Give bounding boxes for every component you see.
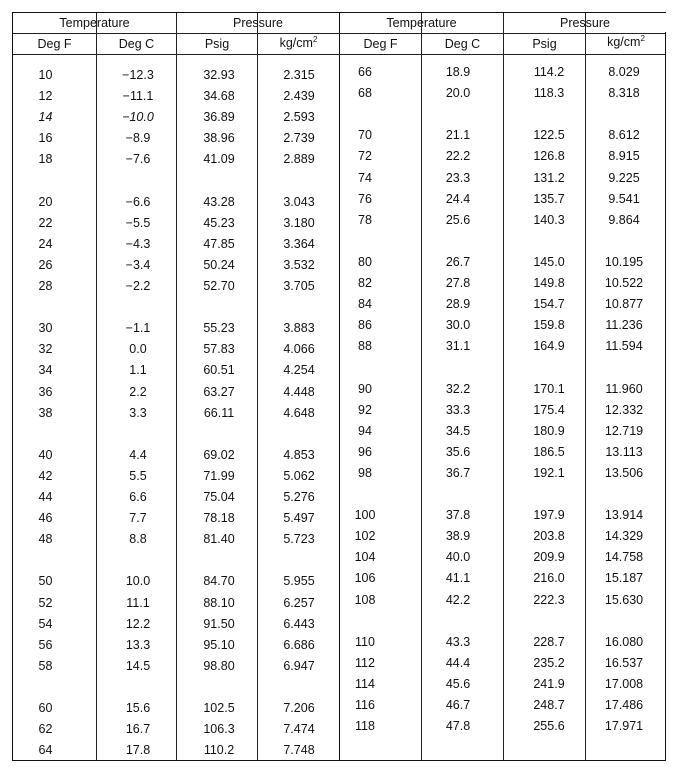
deg-c-cell: −12.3 [122,68,154,82]
kg-cm2-cell: 16.080 [604,634,644,649]
psig-cell: 248.7 [533,698,565,712]
kg-cm2-cell: 6.257 [283,595,315,610]
deg-f-cell: 58 [38,658,53,673]
kg-cm2-header: $kg/cm^2$ [279,35,318,50]
deg-f-cell: 54 [38,616,53,631]
kg-cm2-cell: 15.630 [604,592,644,607]
deg-c-cell: 36.7 [445,465,471,480]
kg-cm2-cell: 8.915 [608,149,640,164]
psig-cell: 78.18 [203,511,235,526]
kg-cm2-cell: 14.329 [604,529,644,544]
deg-f-cell: 28 [38,279,53,293]
deg-c-cell: −10.0 [122,110,154,125]
kg-cm2-cell: 2.739 [283,131,315,146]
deg-f-cell: 106 [354,571,376,586]
deg-c-cell: 11.1 [126,595,150,610]
deg-f-cell: 118 [355,719,375,734]
deg-c-cell: 21.1 [445,128,471,143]
temperature-group-header-left: Temperature [59,16,130,30]
deg-c-cell: 30.0 [445,318,471,333]
kg-cm2-cell: 4.254 [283,363,315,378]
psig-cell: 154.7 [533,297,565,312]
kg-cm2-cell: 6.686 [283,637,315,652]
psig-cell: 43.28 [203,194,235,209]
deg-f-cell: 38 [38,405,53,420]
deg-f-cell: 24 [38,236,53,251]
kg-cm2-cell: 3.705 [283,279,315,293]
deg-c-header: Deg C [118,37,155,51]
kg-cm2-cell: 4.853 [283,447,315,462]
psig-cell: 47.85 [203,236,235,251]
deg-c-cell: −4.3 [125,236,151,251]
psig-cell: 52.70 [203,279,235,293]
deg-c-cell: 6.6 [129,490,147,504]
deg-c-cell: 17.8 [125,743,151,758]
deg-f-cell: 56 [38,637,53,652]
deg-c-cell: 18.9 [445,65,471,79]
psig-cell: 38.96 [203,131,235,146]
kg-cm2-cell: 5.062 [283,468,315,483]
deg-c-cell: −6.6 [125,194,151,209]
kg-cm2-cell: 10.195 [604,254,644,269]
psig-cell: 131.2 [533,170,565,185]
deg-f-cell: 52 [38,595,53,610]
psig-cell: 209.9 [533,550,565,565]
psig-cell: 222.3 [533,592,565,607]
deg-f-cell: 80 [358,254,372,269]
psig-cell: 84.70 [203,574,235,589]
header-divider [13,54,665,55]
psig-cell: 36.89 [203,110,235,125]
col-divider [421,13,422,760]
deg-c-cell: 15.6 [125,701,151,715]
kg-cm2-cell: 17.486 [604,698,644,712]
deg-c-cell: 45.6 [445,676,471,691]
deg-f-cell: 74 [358,170,372,185]
deg-f-cell: 72 [358,149,372,164]
psig-cell: 135.7 [533,191,565,206]
deg-c-cell: 38.9 [445,529,471,544]
psig-cell: 192.1 [533,465,565,480]
kg-cm2-cell: 10.877 [604,297,644,312]
deg-c-cell: 0.0 [129,342,147,357]
deg-c-cell: 46.7 [445,698,471,712]
deg-f-cell: 78 [358,212,372,227]
deg-f-cell: 100 [354,508,376,523]
pressure-temperature-table [12,12,666,761]
psig-cell: 41.09 [203,152,235,167]
psig-cell: 45.23 [203,215,235,230]
kg-cm2-cell: 3.532 [283,257,315,272]
deg-f-cell: 84 [358,297,372,312]
kg-cm2-cell: 4.648 [283,405,315,420]
pressure-group-header-right: Pressure [559,16,611,30]
kg-cm2-cell: 9.541 [608,191,640,206]
kg-cm2-cell: 11.960 [605,381,643,396]
kg-cm2-cell: 2.439 [283,89,315,104]
deg-f-cell: 68 [358,86,372,101]
deg-f-cell: 88 [358,339,372,354]
deg-c-cell: 27.8 [445,276,471,290]
psig-cell: 34.68 [203,89,235,104]
psig-cell: 203.8 [533,529,565,544]
kg-cm2-cell: 6.443 [283,616,315,631]
deg-c-cell: 24.4 [445,191,471,206]
kg-cm2-cell: 14.758 [604,550,644,565]
psig-cell: 145.0 [533,254,565,269]
psig-cell: 106.3 [203,722,235,737]
deg-f-cell: 12 [38,89,53,104]
psig-cell: 60.51 [203,363,235,378]
deg-f-cell: 112 [355,655,375,670]
kg-cm2-cell: 2.593 [283,110,315,125]
deg-c-cell: 13.3 [125,637,151,652]
psig-cell: 102.5 [203,701,235,715]
psig-cell: 180.9 [533,423,565,438]
psig-cell: 118.3 [533,86,565,101]
deg-f-cell: 40 [38,447,53,462]
temperature-group-header-right: Temperature [386,16,457,30]
psig-cell: 122.5 [533,128,565,143]
deg-c-cell: 47.8 [445,719,471,734]
psig-cell: 197.9 [533,508,565,523]
psig-header: Psig [532,37,557,51]
psig-cell: 50.24 [203,257,235,272]
psig-cell: 241.9 [533,676,565,691]
deg-c-cell: 42.2 [445,592,471,607]
deg-c-cell: 25.6 [445,212,471,227]
deg-f-cell: 90 [358,381,372,396]
deg-f-cell: 116 [355,698,375,712]
kg-cm2-cell: 7.748 [283,743,315,758]
deg-c-cell: 4.4 [129,447,147,462]
psig-cell: 235.2 [533,655,565,670]
deg-f-cell: 86 [358,318,372,333]
deg-f-cell: 34 [38,363,53,378]
deg-c-cell: 37.8 [445,508,471,523]
deg-f-cell: 36 [38,384,53,399]
psig-cell: 255.6 [533,719,565,734]
deg-c-cell: 16.7 [125,722,151,737]
deg-c-cell: 33.3 [445,402,471,417]
kg-cm2-cell: 16.537 [604,655,644,670]
deg-f-cell: 16 [38,131,53,146]
psig-cell: 81.40 [203,532,235,547]
deg-f-cell: 102 [354,529,376,544]
kg-cm2-cell: 15.187 [604,571,644,586]
kg-cm2-cell: 9.864 [608,212,640,227]
deg-c-cell: 35.6 [445,444,471,459]
kg-cm2-cell: 8.612 [608,128,640,143]
kg-cm2-cell: 13.914 [604,508,644,523]
deg-c-cell: −7.6 [125,152,151,167]
kg-cm2-cell: 17.008 [604,676,644,691]
psig-cell: 98.80 [203,658,235,673]
deg-f-cell: 32 [38,342,53,357]
psig-cell: 175.4 [533,402,565,417]
deg-f-header: Deg F [363,37,398,51]
deg-c-cell: 12.2 [125,616,151,631]
psig-cell: 63.27 [203,384,235,399]
deg-c-cell: 31.1 [445,339,471,354]
deg-f-cell: 20 [38,194,53,209]
deg-f-cell: 66 [358,65,372,79]
deg-c-cell: −11.1 [122,89,154,104]
kg-cm2-cell: 8.029 [608,65,640,79]
kg-cm2-cell: 7.474 [283,722,315,737]
kg-cm2-cell: 8.318 [608,86,640,101]
kg-cm2-cell: 5.276 [283,490,315,504]
pressure-group-header-left: Pressure [232,16,284,30]
kg-cm2-cell: 6.947 [283,658,315,673]
deg-f-cell: 82 [358,276,372,290]
psig-cell: 66.11 [203,405,235,420]
deg-c-cell: 14.5 [125,658,151,673]
psig-cell: 32.93 [203,68,235,82]
psig-cell: 75.04 [203,490,235,504]
psig-cell: 57.83 [203,342,235,357]
kg-cm2-cell: 9.225 [608,170,640,185]
kg-cm2-cell: 3.180 [283,215,315,230]
kg-cm2-cell: 5.723 [283,532,315,547]
deg-f-cell: 48 [38,532,53,547]
deg-c-cell: −1.1 [125,321,151,336]
deg-c-cell: −8.9 [125,131,151,146]
psig-cell: 164.9 [533,339,565,354]
psig-cell: 55.23 [203,321,235,336]
deg-c-cell: 8.8 [129,532,147,547]
psig-cell: 170.1 [533,381,565,396]
deg-c-cell: −2.2 [125,279,151,293]
psig-cell: 216.0 [533,571,565,586]
deg-f-cell: 92 [358,402,372,417]
psig-cell: 71.99 [203,468,235,483]
deg-f-cell: 18 [38,152,53,167]
deg-f-cell: 114 [355,676,375,691]
psig-cell: 114.2 [533,65,565,79]
deg-f-cell: 10 [38,68,53,82]
kg-cm2-cell: 11.236 [605,318,643,333]
kg-cm2-cell: 2.315 [283,68,315,82]
kg-cm2-header: $kg/cm^2$ [607,34,645,49]
deg-f-cell: 60 [38,701,53,715]
deg-c-cell: 10.0 [125,574,151,589]
deg-c-cell: 2.2 [129,384,147,399]
deg-c-cell: 34.5 [445,423,471,438]
deg-f-cell: 76 [358,191,372,206]
kg-cm2-cell: 5.955 [283,574,315,589]
deg-c-cell: 1.1 [129,363,147,378]
deg-c-cell: −3.4 [125,257,151,272]
deg-f-cell: 70 [358,128,372,143]
deg-f-cell: 14 [38,110,53,125]
deg-c-header: Deg C [444,37,481,51]
kg-cm2-cell: 4.066 [283,342,315,357]
psig-cell: 140.3 [533,212,565,227]
deg-f-cell: 108 [354,592,376,607]
kg-cm2-cell: 10.522 [604,276,644,290]
kg-cm2-cell: 3.364 [283,236,315,251]
psig-cell: 186.5 [533,444,565,459]
deg-f-cell: 110 [355,634,375,649]
deg-c-cell: 23.3 [445,170,471,185]
kg-cm2-cell: 5.497 [283,511,315,526]
deg-c-cell: 32.2 [445,381,471,396]
kg-cm2-cell: 13.113 [605,444,643,459]
kg-cm2-cell: 17.971 [604,719,644,734]
kg-cm2-cell: 7.206 [283,701,315,715]
col-divider [96,13,97,760]
kg-cm2-cell: 13.506 [604,465,644,480]
kg-cm2-cell: 12.332 [604,402,644,417]
deg-c-cell: 7.7 [129,511,147,526]
deg-f-cell: 94 [358,423,372,438]
deg-f-cell: 46 [38,511,53,526]
psig-header: Psig [204,37,230,51]
kg-cm2-cell: 3.043 [283,194,315,209]
col-divider [176,13,177,760]
kg-cm2-cell: 4.448 [283,384,315,399]
deg-c-cell: 22.2 [445,149,471,164]
deg-c-cell: 43.3 [445,634,471,649]
kg-cm2-cell: 3.883 [283,321,315,336]
deg-c-cell: 44.4 [445,655,471,670]
col-divider [503,13,504,760]
psig-cell: 126.8 [533,149,565,164]
kg-cm2-cell: 12.719 [604,423,644,438]
psig-cell: 91.50 [203,616,235,631]
deg-f-cell: 22 [38,215,53,230]
deg-c-cell: 40.0 [445,550,471,565]
kg-cm2-cell: 2.889 [283,152,315,167]
psig-cell: 88.10 [203,595,235,610]
deg-c-cell: 26.7 [445,254,471,269]
deg-f-cell: 62 [38,722,53,737]
deg-c-cell: 28.9 [445,297,471,312]
deg-f-cell: 96 [358,444,372,459]
deg-f-cell: 98 [358,465,372,480]
deg-f-cell: 30 [38,321,53,336]
psig-cell: 149.8 [533,276,565,290]
psig-cell: 228.7 [533,634,565,649]
deg-c-cell: −5.5 [125,215,151,230]
deg-c-cell: 5.5 [129,468,147,483]
deg-c-cell: 3.3 [129,405,147,420]
psig-cell: 69.02 [203,447,235,462]
header-divider [13,33,665,34]
deg-c-cell: 20.0 [445,86,471,101]
psig-cell: 95.10 [203,637,235,652]
deg-f-cell: 44 [38,490,53,504]
deg-f-cell: 50 [38,574,53,589]
psig-cell: 159.8 [533,318,565,333]
psig-cell: 110.2 [203,743,235,758]
kg-cm2-cell: 11.594 [605,339,643,354]
deg-f-cell: 104 [354,550,376,565]
deg-f-cell: 42 [38,468,53,483]
deg-c-cell: 41.1 [445,571,471,586]
deg-f-header: Deg F [37,37,72,51]
deg-f-cell: 64 [38,743,53,758]
deg-f-cell: 26 [38,257,53,272]
